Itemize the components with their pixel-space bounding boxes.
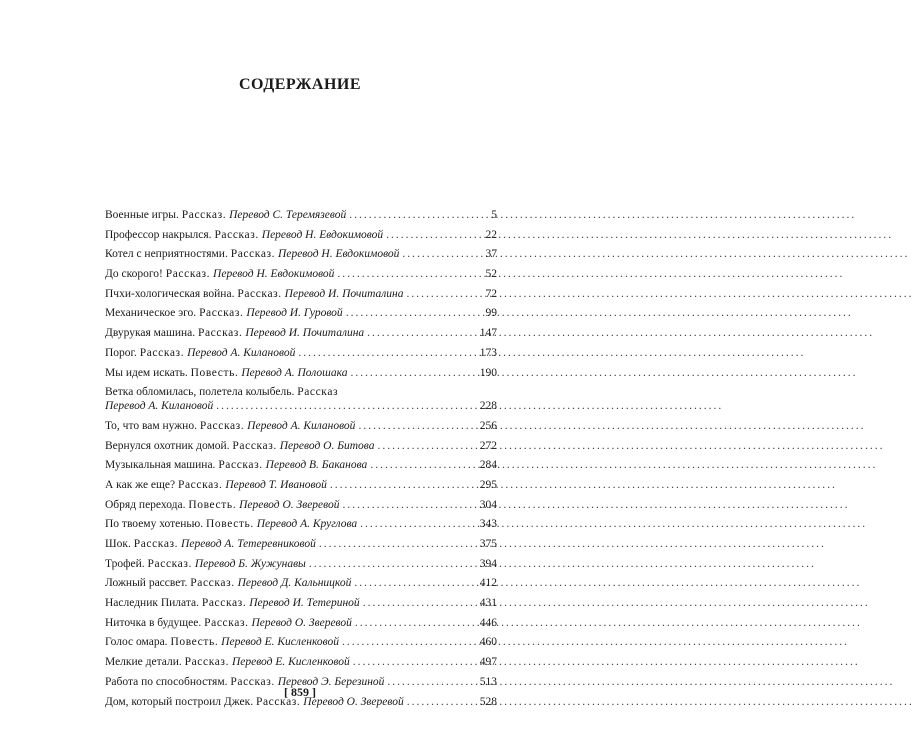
toc-entry	[105, 247, 497, 261]
entry-page-number: 375	[479, 538, 497, 550]
entry-kind: Рассказ.	[237, 287, 282, 300]
toc-entry	[105, 537, 497, 551]
entry-title: Мелкие детали.	[105, 656, 182, 669]
dot-leader	[350, 366, 474, 380]
entry-title: Порог.	[105, 346, 137, 359]
entry-title: Голос омара.	[105, 636, 168, 649]
entry-kind: Рассказ.	[214, 228, 259, 241]
entry-title: Пчхи-хологическая война.	[105, 287, 235, 300]
entry-kind: Рассказ.	[232, 439, 277, 452]
dot-leader	[330, 478, 474, 492]
entry-kind: Рассказ.	[177, 478, 223, 491]
entry-title: Музыкальная машина.	[105, 459, 216, 472]
entry-title: Ложный рассвет.	[105, 577, 188, 590]
entry-title: Ниточка в будущее.	[105, 616, 202, 629]
entry-title: Наследник Пилата.	[105, 597, 199, 610]
entry-title: Работа по способностям.	[105, 675, 228, 688]
toc-entry	[105, 228, 497, 242]
toc-entry	[105, 458, 497, 472]
entry-page-number: 304	[479, 498, 497, 511]
dot-leader	[337, 267, 474, 281]
entry-translator: Перевод Н. Евдокимовой	[261, 228, 384, 241]
toc-entry	[105, 616, 497, 630]
entry-page-number: 256	[479, 419, 497, 432]
dot-leader	[346, 306, 474, 320]
page-title: СОДЕРЖАНИЕ	[238, 76, 362, 93]
toc-entry	[105, 208, 497, 222]
entry-translator: Перевод Э. Березиной	[277, 675, 385, 688]
dot-leader	[353, 655, 474, 669]
toc-entry	[105, 517, 497, 531]
entry-page-number: 513	[479, 675, 497, 688]
dot-leader	[367, 326, 474, 340]
entry-title: Ветка обломилась, полетела колыбель.	[105, 386, 295, 399]
entry-page-number: 22	[485, 228, 497, 241]
toc-entry	[105, 635, 497, 649]
entry-translator: Перевод И. Почиталина	[284, 287, 404, 300]
entry-page-number: 343	[479, 518, 497, 531]
entry-page-number: 190	[479, 366, 497, 379]
entry-translator: Перевод А. Тетеревниковой	[181, 538, 316, 550]
entry-title: А как же еще?	[105, 478, 176, 491]
toc-entry	[105, 306, 497, 320]
entry-title: Профессор накрылся.	[105, 228, 212, 241]
entry-translator: Перевод А. Полошака	[241, 366, 348, 379]
toc-entry	[105, 478, 497, 492]
entry-translator: Перевод А. Килановой	[105, 400, 214, 413]
entry-kind: Рассказ	[297, 386, 339, 399]
toc-entry	[105, 326, 497, 340]
entry-kind: Рассказ.	[197, 327, 243, 340]
entry-kind: Рассказ.	[230, 248, 276, 261]
entry-kind: Рассказ.	[204, 616, 249, 629]
entry-kind: Рассказ.	[181, 209, 227, 221]
entry-page-number: 528	[479, 695, 497, 708]
entry-kind: Рассказ.	[255, 695, 301, 708]
entry-translator: Перевод Д. Кальницкой	[237, 577, 352, 590]
entry-kind: Повесть.	[170, 636, 219, 649]
entry-kind: Рассказ.	[199, 307, 244, 320]
dot-leader	[402, 247, 474, 261]
entry-kind: Рассказ.	[184, 656, 230, 669]
toc-entry	[105, 366, 497, 380]
entry-translator: Перевод Н. Евдокимовой	[213, 268, 335, 281]
entry-title: Механическое эго.	[105, 307, 197, 320]
entry-page-number: 5	[491, 209, 497, 221]
entry-translator: Перевод А. Килановой	[187, 346, 296, 359]
entry-page-number: 497	[479, 656, 497, 669]
entry-title: Двурукая машина.	[105, 327, 196, 340]
entry-kind: Рассказ.	[199, 419, 245, 432]
entry-title: Дом, который построил Джек.	[105, 695, 254, 708]
page-number: [ 859 ]	[284, 685, 316, 699]
entry-page-number: 431	[479, 597, 497, 610]
entry-page-number: 394	[479, 557, 497, 570]
dot-leader	[355, 616, 474, 630]
toc-entry	[105, 385, 497, 413]
dot-leader	[349, 208, 474, 222]
entry-translator: Перевод Б. Жужунавы	[194, 557, 306, 570]
dot-leader	[309, 557, 474, 571]
entry-translator: Перевод С. Теремязевой	[229, 209, 347, 221]
toc-entry	[105, 655, 497, 669]
entry-title: Обряд перехода.	[105, 498, 186, 511]
entry-page-number: 295	[479, 478, 497, 491]
dot-leader	[298, 346, 474, 360]
entry-title: То, что вам нужно.	[105, 419, 197, 432]
entry-translator: Перевод Е. Кисленковой	[231, 656, 350, 669]
entry-translator: Перевод И. Почиталина	[245, 327, 365, 340]
dot-leader	[377, 439, 474, 453]
entry-kind: Рассказ.	[133, 538, 179, 550]
entry-translator: Перевод Е. Кисленковой	[221, 636, 339, 649]
dot-leader	[319, 537, 474, 551]
toc-entry	[105, 596, 497, 610]
entry-page-number: 72	[485, 287, 497, 300]
entry-page-number: 446	[479, 616, 497, 629]
toc-entry	[105, 557, 497, 571]
entry-page-number: 99	[485, 307, 497, 320]
dot-leader	[386, 228, 474, 242]
dot-leader	[360, 517, 474, 531]
entry-translator: Перевод О. Битова	[279, 439, 375, 452]
entry-page-number: 173	[479, 346, 497, 359]
entry-page-number: 228	[479, 400, 497, 413]
entry-page-number: 37	[485, 248, 497, 261]
entry-kind: Рассказ.	[165, 268, 211, 281]
toc-entry	[105, 267, 497, 281]
entry-title: Военные игры.	[105, 209, 179, 221]
dot-leader	[407, 287, 474, 301]
entry-page-number: 147	[479, 327, 497, 340]
entry-page-number: 284	[479, 459, 497, 472]
entry-title: Мы идем искать.	[105, 366, 188, 379]
entry-translator: Перевод О. Зверевой	[303, 695, 404, 708]
dot-leader	[370, 458, 474, 472]
entry-translator: Перевод А. Килановой	[247, 419, 356, 432]
dot-leader	[363, 596, 474, 610]
entry-translator: Перевод О. Зверевой	[251, 616, 352, 629]
entry-title: Трофей.	[105, 557, 145, 570]
entry-kind: Повесть.	[205, 518, 254, 531]
entry-page-number: 272	[479, 439, 497, 452]
table-of-contents	[105, 208, 497, 714]
entry-title: До скорого!	[105, 268, 163, 281]
dot-leader	[343, 498, 475, 512]
dot-leader	[216, 399, 474, 413]
entry-kind: Рассказ.	[139, 346, 185, 359]
entry-kind: Рассказ.	[190, 577, 235, 590]
entry-translator: Перевод А. Круглова	[256, 518, 358, 531]
entry-title: Вернулся охотник домой.	[105, 439, 230, 452]
entry-translator: Перевод И. Тетериной	[249, 597, 360, 610]
entry-title: Котел с неприятностями.	[105, 248, 228, 261]
toc-entry	[105, 346, 497, 360]
entry-title: По твоему хотенью.	[105, 518, 204, 531]
entry-translator: Перевод О. Зверевой	[239, 498, 340, 511]
toc-entry	[105, 287, 497, 301]
entry-page-number: 460	[479, 636, 497, 649]
entry-kind: Рассказ.	[218, 459, 263, 472]
entry-translator: Перевод Т. Ивановой	[225, 478, 327, 491]
entry-kind: Повесть.	[190, 366, 239, 379]
dot-leader	[358, 419, 474, 433]
toc-entry	[105, 439, 497, 453]
entry-kind: Рассказ.	[147, 557, 192, 570]
entry-kind: Повесть.	[188, 498, 237, 511]
toc-entry	[105, 498, 497, 512]
entry-page-number: 52	[485, 268, 497, 281]
entry-translator: Перевод В. Баканова	[265, 459, 368, 472]
entry-kind: Рассказ.	[230, 675, 275, 688]
entry-translator: Перевод Н. Евдокимовой	[278, 248, 400, 261]
entry-kind: Рассказ.	[201, 597, 247, 610]
entry-page-number: 412	[479, 577, 497, 590]
dot-leader	[342, 635, 474, 649]
entry-translator: Перевод И. Гуровой	[246, 307, 343, 320]
entry-title: Шок.	[105, 538, 131, 550]
dot-leader	[354, 576, 474, 590]
toc-entry	[105, 419, 497, 433]
toc-entry	[105, 576, 497, 590]
